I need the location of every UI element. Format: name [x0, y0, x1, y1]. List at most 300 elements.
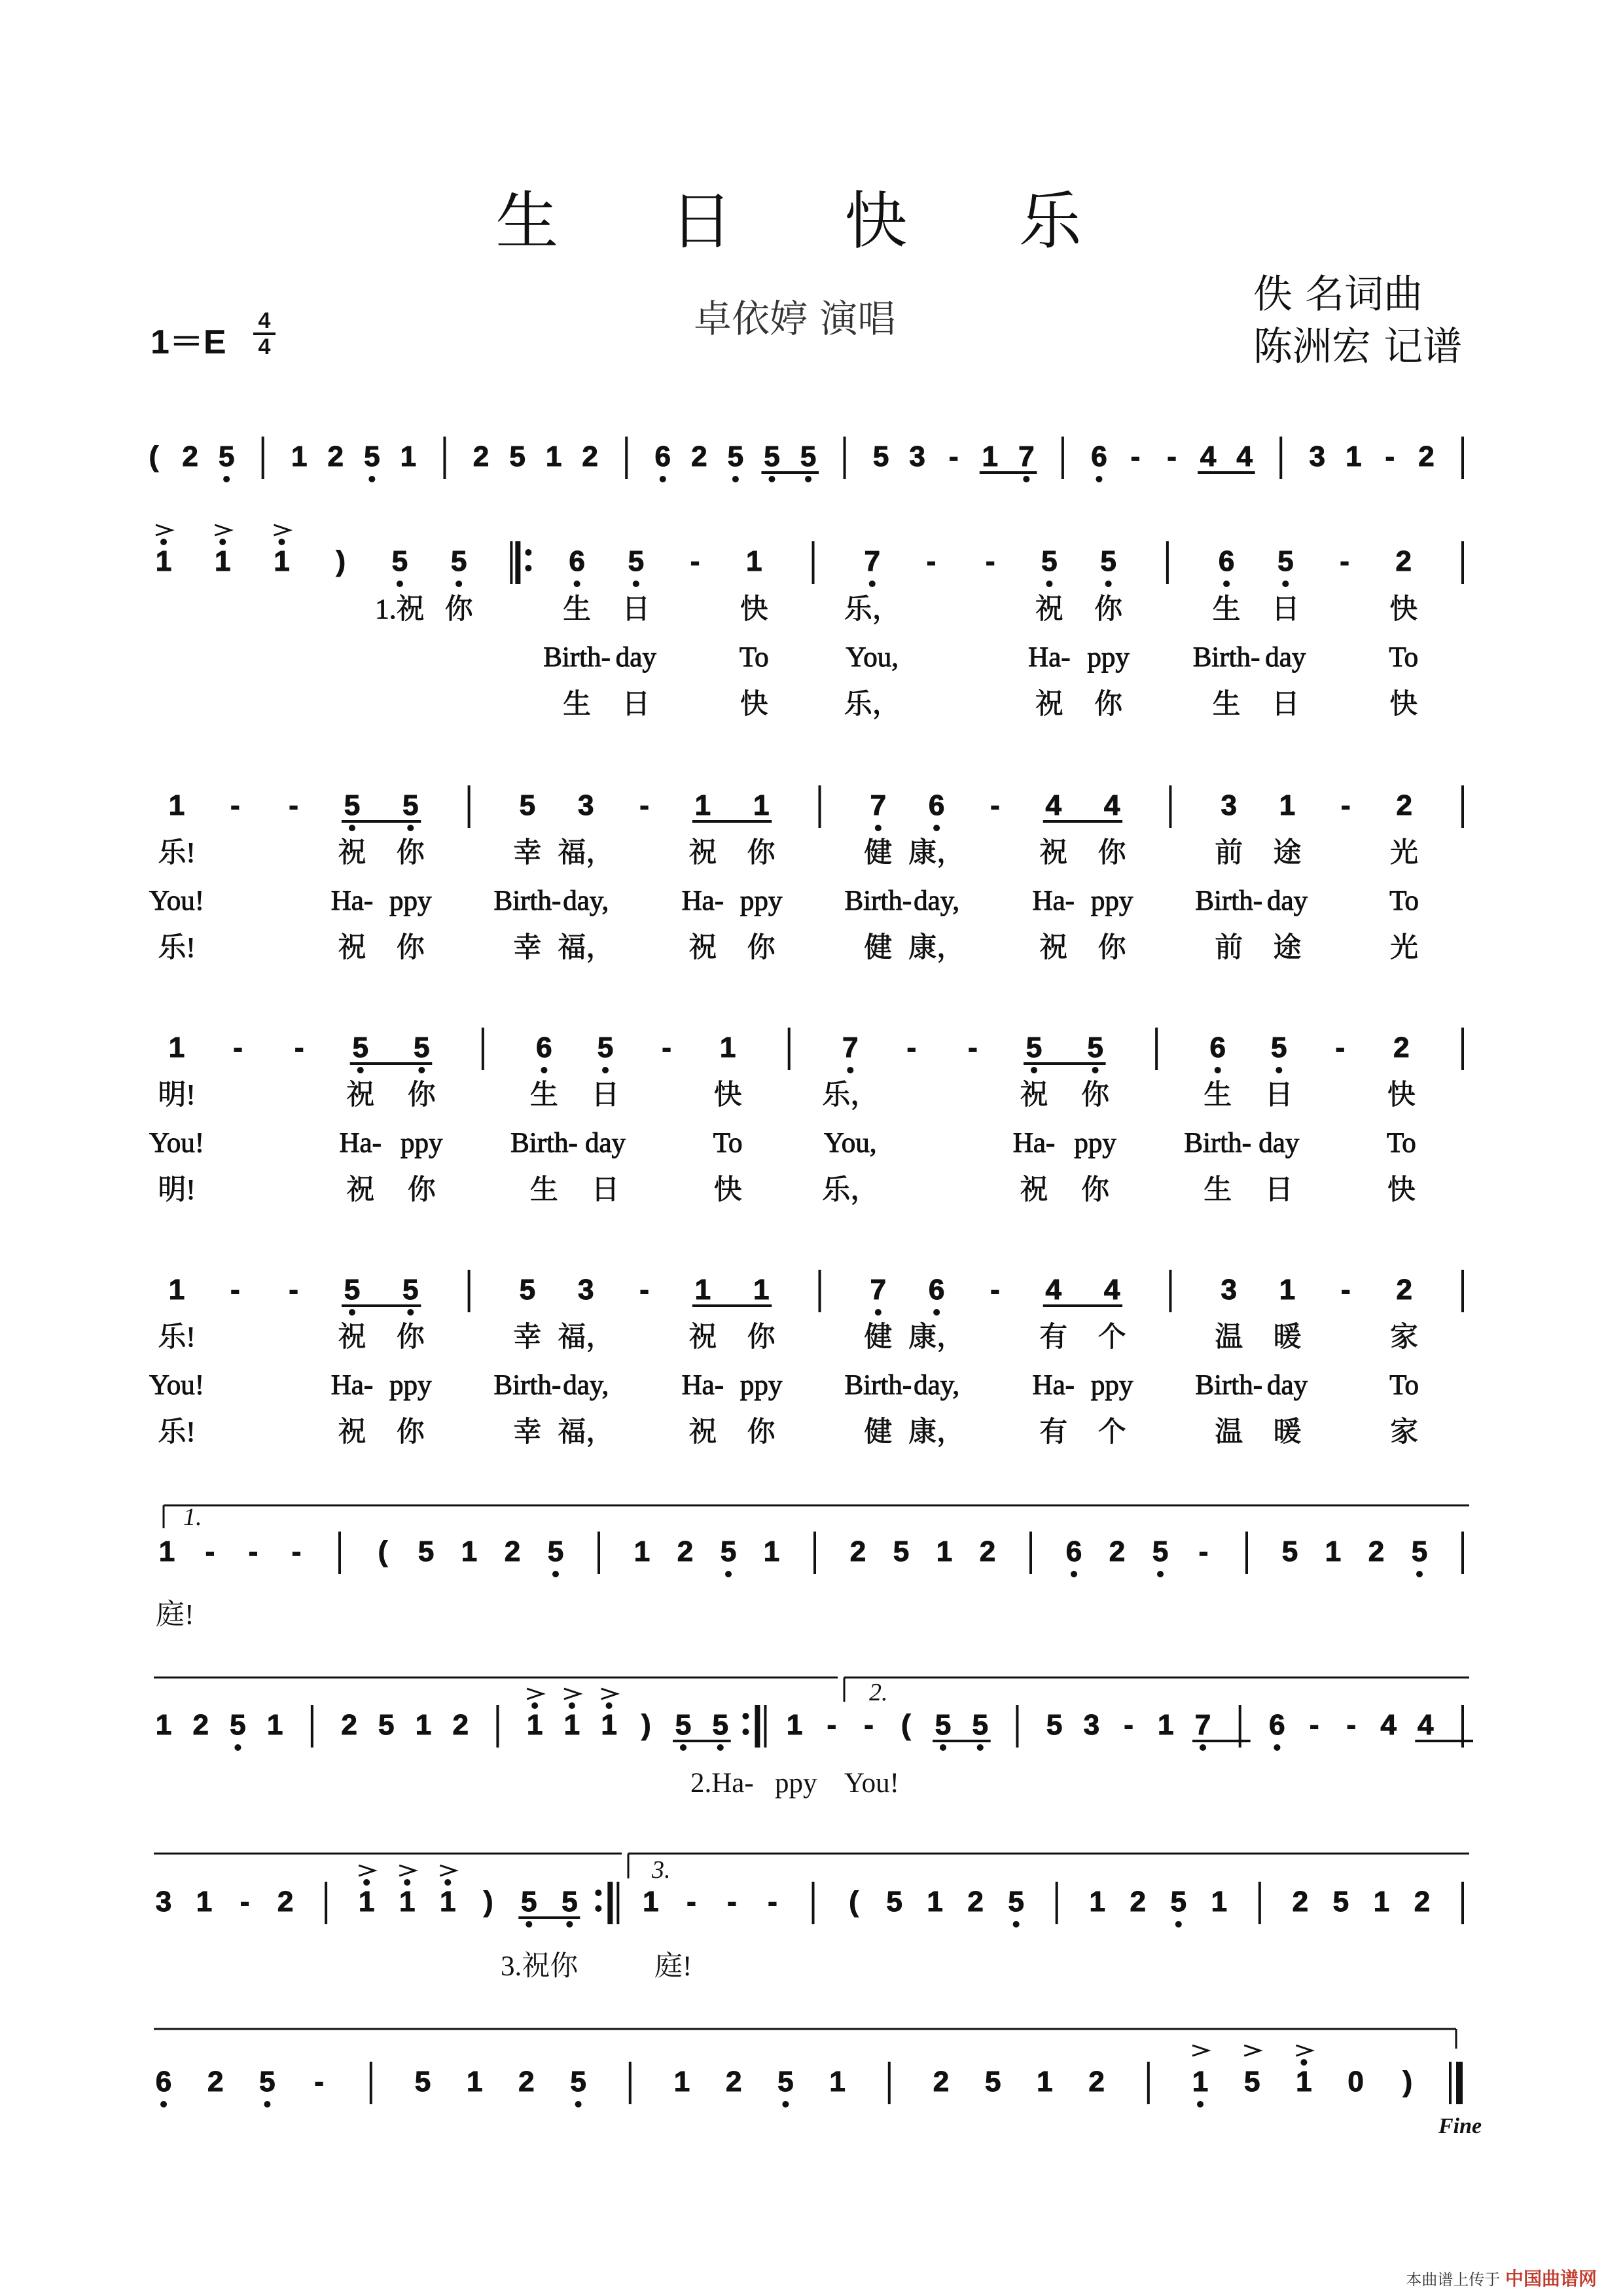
- note: 5: [1277, 545, 1294, 577]
- note: 2: [677, 1535, 694, 1568]
- low-octave-dot: [805, 476, 812, 482]
- lyric-syllable: 生: [1212, 594, 1241, 625]
- lyric-syllable: 你: [747, 933, 776, 963]
- note: 5: [712, 1709, 728, 1741]
- sustain-dash: -: [639, 789, 649, 821]
- high-octave-dot: [219, 539, 226, 545]
- note: 4: [1045, 1274, 1062, 1306]
- low-octave-dot: [660, 476, 666, 482]
- sustain-dash: -: [768, 1886, 777, 1918]
- lyric-syllable: 你: [1097, 933, 1126, 963]
- note: 5: [893, 1535, 910, 1568]
- low-octave-dot: [552, 1571, 559, 1577]
- note: 5: [450, 545, 467, 577]
- note: 2: [277, 1886, 294, 1918]
- note: 1: [633, 1535, 651, 1568]
- low-octave-dot: [160, 2101, 167, 2108]
- low-octave-dot: [407, 1309, 414, 1316]
- lyric-syllable: 快: [740, 689, 768, 720]
- lyric-syllable: 福，: [558, 933, 615, 963]
- note: 4: [1045, 789, 1062, 821]
- sustain-dash: -: [1385, 440, 1395, 473]
- note: 1: [982, 440, 999, 473]
- lyric-syllable: 光: [1390, 838, 1419, 869]
- sustain-dash: -: [926, 545, 936, 577]
- accent-mark: [601, 1689, 617, 1699]
- note: 1: [927, 1886, 943, 1918]
- low-octave-dot: [1274, 1744, 1280, 1751]
- lyric-syllable: 有: [1039, 1322, 1068, 1353]
- lyric-syllable: 生: [563, 689, 592, 720]
- lyric-syllable: To: [1389, 1370, 1419, 1401]
- note: 2: [725, 2066, 742, 2098]
- low-octave-dot: [418, 1067, 425, 1073]
- repeat-dot: [742, 1729, 749, 1735]
- bracket: ): [336, 545, 346, 577]
- low-octave-dot: [541, 1067, 547, 1073]
- bracket: (: [149, 440, 159, 473]
- lyric-syllable: ppy: [1090, 886, 1133, 916]
- lyric-syllable: Birth-: [543, 642, 611, 673]
- sustain-dash: -: [1346, 1709, 1357, 1741]
- note: 2: [933, 2066, 950, 2098]
- note: 4: [1103, 789, 1120, 821]
- sustain-dash: -: [1130, 440, 1141, 473]
- low-octave-dot: [869, 581, 876, 587]
- accent-mark: [1244, 2045, 1260, 2056]
- lyric-syllable: 你: [747, 1322, 776, 1353]
- fine-marking: Fine: [1438, 2114, 1482, 2138]
- sustain-dash: -: [968, 1031, 978, 1064]
- sustain-dash: -: [906, 1031, 917, 1064]
- note: 1: [439, 1886, 456, 1918]
- note: 1: [1346, 440, 1362, 473]
- lyric-syllable: 途: [1273, 838, 1302, 869]
- note: 5: [872, 440, 889, 473]
- sustain-dash: -: [948, 440, 959, 473]
- bracket: ): [483, 1886, 493, 1918]
- note: 2: [849, 1535, 866, 1568]
- lyric-syllable: Ha-: [1032, 886, 1075, 916]
- note: 1: [196, 1886, 213, 1918]
- note: 2: [1292, 1886, 1309, 1918]
- lyric-syllable: You!: [149, 886, 205, 916]
- note: 5: [720, 1535, 737, 1568]
- low-octave-dot: [1157, 1571, 1164, 1577]
- lyric-syllable: 祝: [346, 1175, 375, 1206]
- lyric-syllable: 乐，: [844, 689, 901, 720]
- lyric-syllable: 健: [864, 933, 893, 963]
- lyric-syllable: ppy: [740, 886, 783, 916]
- lyric-syllable: 康，: [908, 933, 965, 963]
- note: 7: [864, 545, 880, 577]
- lyric-syllable: 康，: [908, 838, 965, 869]
- note: 2: [182, 440, 198, 473]
- lyric-syllable: day,: [914, 1370, 960, 1401]
- note: 5: [675, 1709, 692, 1741]
- note: 1: [1192, 2066, 1209, 2098]
- note: 1: [526, 1709, 543, 1741]
- lyric-syllable: day,: [563, 886, 609, 916]
- note: 1: [643, 1886, 659, 1918]
- transcriber-credit: 陈洲宏 记谱: [1253, 324, 1463, 370]
- lyric-syllable: 祝: [338, 838, 366, 869]
- lyric-syllable: 快: [1387, 1080, 1416, 1111]
- low-octave-dot: [1105, 581, 1112, 587]
- lyric-syllable: ppy: [389, 1370, 432, 1401]
- sustain-dash: -: [294, 1031, 304, 1064]
- lyric-syllable: 你: [1094, 689, 1123, 720]
- note: 1: [936, 1535, 953, 1568]
- high-octave-dot: [1300, 2059, 1307, 2066]
- accent-mark: [1296, 2045, 1311, 2056]
- lyric-syllable: 日: [1271, 689, 1300, 720]
- volta-1-label: 1.: [183, 1503, 202, 1531]
- note: 2: [1368, 1535, 1385, 1568]
- low-octave-dot: [1092, 1067, 1099, 1073]
- lyric-syllable: 乐，: [822, 1175, 879, 1206]
- note: 5: [402, 789, 419, 821]
- note: 1: [1296, 2066, 1312, 2098]
- low-octave-dot: [633, 581, 639, 587]
- lyric-syllable: 乐!: [158, 838, 196, 869]
- note: 1: [786, 1709, 803, 1741]
- note: 5: [259, 2066, 276, 2098]
- note: 5: [1008, 1886, 1024, 1918]
- lyric-syllable: ppy: [401, 1128, 443, 1158]
- lyric-syllable: 幸: [513, 838, 542, 869]
- note: 1: [673, 2066, 690, 2098]
- sustain-dash: -: [727, 1886, 737, 1918]
- sustain-dash: -: [639, 1274, 649, 1306]
- note: 5: [364, 440, 380, 473]
- low-octave-dot: [875, 825, 882, 831]
- note: 5: [418, 1535, 435, 1568]
- lyric-syllable: 你: [407, 1175, 436, 1206]
- note: 7: [870, 1274, 887, 1306]
- low-octave-dot: [680, 1744, 687, 1751]
- low-octave-dot: [264, 2101, 270, 2108]
- accent-mark: [399, 1865, 415, 1876]
- low-octave-dot: [933, 825, 940, 831]
- lyric-syllable: 祝: [1035, 689, 1063, 720]
- lyric-verse2-ending: 2.Ha- ppy You!: [690, 1768, 899, 1799]
- lyric-syllable: 快: [740, 594, 768, 625]
- note: 6: [928, 1274, 945, 1306]
- note: 2: [582, 440, 598, 473]
- sustain-dash: -: [1341, 1274, 1351, 1306]
- note: 2: [1414, 1886, 1431, 1918]
- sustain-dash: -: [291, 1535, 302, 1568]
- sustain-dash: -: [1309, 1709, 1319, 1741]
- note: 1: [1158, 1709, 1174, 1741]
- note: 5: [509, 440, 526, 473]
- note: 3: [1221, 1274, 1237, 1306]
- footer-text: 本曲谱上传于: [1406, 2270, 1501, 2289]
- lyric-syllable: 乐!: [158, 1322, 196, 1353]
- note: 0: [1347, 2066, 1364, 2098]
- note: 6: [1091, 440, 1107, 473]
- sustain-dash: -: [233, 1031, 243, 1064]
- accent-mark: [156, 525, 171, 535]
- repeat-dot: [595, 1890, 601, 1896]
- note: 6: [654, 440, 671, 473]
- note: 6: [536, 1031, 552, 1064]
- note: 1: [563, 1709, 580, 1741]
- note: 6: [1218, 545, 1235, 577]
- note: 5: [1152, 1535, 1169, 1568]
- note: 1: [694, 789, 711, 821]
- lyric-syllable: Ha-: [330, 1370, 374, 1401]
- low-octave-dot: [397, 581, 403, 587]
- lyric-verse3-start: 3.祝你: [501, 1951, 579, 1982]
- note: 5: [391, 545, 408, 577]
- sustain-dash: -: [662, 1031, 671, 1064]
- lyric-syllable: 明!: [158, 1080, 196, 1111]
- note: 2: [967, 1886, 984, 1918]
- lyric-syllable: You!: [149, 1370, 205, 1401]
- lyric-syllable: 祝: [688, 1417, 717, 1448]
- low-octave-dot: [223, 476, 230, 482]
- note: 2: [1418, 440, 1435, 473]
- note: 5: [1243, 2066, 1260, 2098]
- lyric-syllable: 温: [1215, 1322, 1243, 1353]
- sustain-dash: -: [289, 789, 298, 821]
- note: 5: [777, 2066, 794, 2098]
- low-octave-dot: [349, 825, 355, 831]
- note: 1: [466, 2066, 483, 2098]
- footer-brand: 中国曲谱网: [1505, 2268, 1597, 2289]
- sustain-dash: -: [314, 2066, 324, 2098]
- lyric-syllable: 祝: [338, 1417, 366, 1448]
- sustain-dash: -: [1341, 789, 1351, 821]
- low-octave-dot: [782, 2101, 789, 2108]
- sustain-dash: -: [230, 789, 240, 821]
- accent-mark: [527, 1689, 543, 1699]
- low-octave-dot: [455, 581, 462, 587]
- sustain-dash: -: [985, 545, 995, 577]
- lyric-syllable: 途: [1273, 933, 1302, 963]
- note: 1: [746, 545, 762, 577]
- low-octave-dot: [768, 476, 775, 482]
- accent-mark: [274, 525, 289, 535]
- lyric-syllable: Ha-: [1012, 1128, 1056, 1158]
- note: 5: [597, 1031, 614, 1064]
- lyric-syllable: 祝: [1020, 1080, 1048, 1111]
- lyric-syllable: 福，: [558, 1322, 615, 1353]
- low-octave-dot: [1031, 1067, 1037, 1073]
- footer-watermark: [1406, 2265, 1597, 2291]
- composer-credit: 佚 名词曲: [1253, 272, 1423, 317]
- note: 6: [1209, 1031, 1226, 1064]
- note: 5: [1170, 1886, 1187, 1918]
- lyric-end-verse1: 庭!: [156, 1598, 194, 1630]
- note: 1: [168, 1031, 185, 1064]
- lyric-syllable: 乐!: [158, 1417, 196, 1448]
- time-sig-top: 4: [258, 308, 271, 333]
- low-octave-dot: [875, 1309, 882, 1316]
- volta-3-label: 3.: [652, 1856, 671, 1884]
- note: 2: [452, 1709, 469, 1741]
- lyric-syllable: Birth-: [844, 886, 912, 916]
- note: 1: [829, 2066, 846, 2098]
- lyric-syllable: 祝: [1039, 838, 1068, 869]
- high-octave-dot: [531, 1702, 538, 1709]
- note: 1: [1279, 1274, 1296, 1306]
- lyric-syllable: 日: [1264, 1080, 1293, 1111]
- low-octave-dot: [933, 1309, 940, 1316]
- lyric-syllable: To: [1389, 886, 1419, 916]
- lyric-syllable: 生: [563, 594, 592, 625]
- note: 1: [415, 1709, 432, 1741]
- lyric-syllable: To: [713, 1128, 743, 1158]
- lyric-syllable: Birth-: [510, 1128, 578, 1158]
- note: 7: [842, 1031, 859, 1064]
- lyric-syllable: day: [1258, 1128, 1300, 1158]
- note: 1: [266, 1709, 283, 1741]
- lyric-syllable: day,: [563, 1370, 609, 1401]
- lyric-syllable: To: [739, 642, 769, 673]
- lyric-syllable: day: [1265, 642, 1306, 673]
- lyric-syllable: Birth-: [844, 1370, 912, 1401]
- lyric-syllable: 你: [444, 594, 473, 625]
- note: 2: [1130, 1886, 1146, 1918]
- low-octave-dot: [847, 1067, 853, 1073]
- note: 1: [358, 1886, 375, 1918]
- time-sig-bottom: 4: [258, 334, 271, 359]
- lyric-syllable: You!: [149, 1128, 205, 1158]
- note: 1: [399, 1886, 416, 1918]
- low-octave-dot: [1013, 1921, 1020, 1928]
- accent-mark: [564, 1689, 580, 1699]
- sustain-dash: -: [690, 545, 700, 577]
- lyric-syllable: To: [1389, 642, 1419, 673]
- note: 2: [1088, 2066, 1105, 2098]
- lyric-syllable: Ha-: [330, 886, 374, 916]
- low-octave-dot: [1197, 2101, 1204, 2108]
- note: 1: [1211, 1886, 1228, 1918]
- note: 5: [344, 1274, 361, 1306]
- note: 5: [1087, 1031, 1103, 1064]
- lyric-syllable: 日: [591, 1175, 620, 1206]
- accent-mark: [359, 1865, 374, 1876]
- note: 3: [577, 789, 594, 821]
- sustain-dash: -: [289, 1274, 298, 1306]
- lyric-syllable: 祝: [346, 1080, 375, 1111]
- lyric-syllable: 生: [1204, 1175, 1232, 1206]
- low-octave-dot: [1023, 476, 1029, 482]
- note: 2: [192, 1709, 209, 1741]
- sustain-dash: -: [230, 1274, 240, 1306]
- sustain-dash: -: [1167, 440, 1177, 473]
- note: 5: [1046, 1709, 1063, 1741]
- sustain-dash: -: [1340, 545, 1349, 577]
- note: 5: [1411, 1535, 1428, 1568]
- note: 1: [155, 1709, 172, 1741]
- lyric-syllable: 你: [1081, 1175, 1110, 1206]
- high-octave-dot: [606, 1702, 613, 1709]
- note: 5: [1281, 1535, 1298, 1568]
- lyric-syllable: 你: [1094, 594, 1123, 625]
- sustain-dash: -: [1198, 1535, 1209, 1568]
- lyric-syllable: 生: [529, 1080, 558, 1111]
- key-signature: 1＝E: [151, 323, 226, 361]
- note: 5: [547, 1535, 564, 1568]
- note: 5: [519, 789, 536, 821]
- note: 1: [155, 545, 172, 577]
- lyric-syllable: day: [615, 642, 656, 673]
- note: 6: [1269, 1709, 1285, 1741]
- lyric-syllable: Ha-: [1032, 1370, 1075, 1401]
- accent-mark: [440, 1865, 455, 1876]
- lyric-syllable: 乐，: [822, 1080, 879, 1111]
- note: 2: [1396, 789, 1412, 821]
- lyric-syllable: 快: [1387, 1175, 1416, 1206]
- note: 1: [763, 1535, 780, 1568]
- note: 5: [414, 1031, 430, 1064]
- low-octave-dot: [1046, 581, 1052, 587]
- note: 2: [691, 440, 707, 473]
- high-octave-dot: [363, 1879, 370, 1886]
- note: 1: [753, 789, 770, 821]
- low-octave-dot: [602, 1067, 609, 1073]
- lyric-syllable: ppy: [1074, 1128, 1116, 1158]
- lyric-syllable: 日: [622, 594, 651, 625]
- lyric-syllable: 生: [529, 1175, 558, 1206]
- lyric-syllable: 你: [396, 838, 425, 869]
- note: 5: [1271, 1031, 1287, 1064]
- lyric-syllable: 暖: [1273, 1322, 1302, 1353]
- lyric-syllable: day: [584, 1128, 626, 1158]
- lyric-syllable: 健: [864, 838, 893, 869]
- lyric-syllable: 祝: [688, 1322, 717, 1353]
- lyric-syllable: 快: [1389, 689, 1418, 720]
- note: 4: [1103, 1274, 1120, 1306]
- note: 5: [344, 789, 361, 821]
- low-octave-dot: [566, 1921, 573, 1928]
- note: 6: [928, 789, 945, 821]
- note: 1: [601, 1709, 617, 1741]
- lyric-syllable: Birth-: [1195, 886, 1263, 916]
- note: 2: [1396, 1274, 1412, 1306]
- lyric-syllable: 家: [1390, 1322, 1419, 1353]
- bracket: ): [1402, 2066, 1413, 2098]
- lyric-syllable: Ha-: [339, 1128, 382, 1158]
- note: 3: [577, 1274, 594, 1306]
- note: 1: [719, 1031, 736, 1064]
- note: 5: [1100, 545, 1116, 577]
- note: 6: [155, 2066, 172, 2098]
- note: 5: [414, 2066, 431, 2098]
- low-octave-dot: [1096, 476, 1102, 482]
- note: 5: [519, 1274, 536, 1306]
- lyric-syllable: 你: [747, 838, 776, 869]
- note: 5: [218, 440, 235, 473]
- note: 1: [753, 1274, 770, 1306]
- lyric-syllable: 福，: [558, 838, 615, 869]
- lyric-syllable: 快: [713, 1175, 742, 1206]
- lyric-syllable: 你: [1081, 1080, 1110, 1111]
- note: 5: [352, 1031, 368, 1064]
- note: 5: [800, 440, 817, 473]
- note: 5: [935, 1709, 952, 1741]
- lyric-verse3-end: 庭!: [654, 1951, 692, 1982]
- note: 3: [155, 1886, 172, 1918]
- note: 4: [1200, 440, 1217, 473]
- note: 5: [886, 1886, 902, 1918]
- lyric-syllable: 暖: [1273, 1417, 1302, 1448]
- lyric-syllable: ppy: [1087, 642, 1130, 673]
